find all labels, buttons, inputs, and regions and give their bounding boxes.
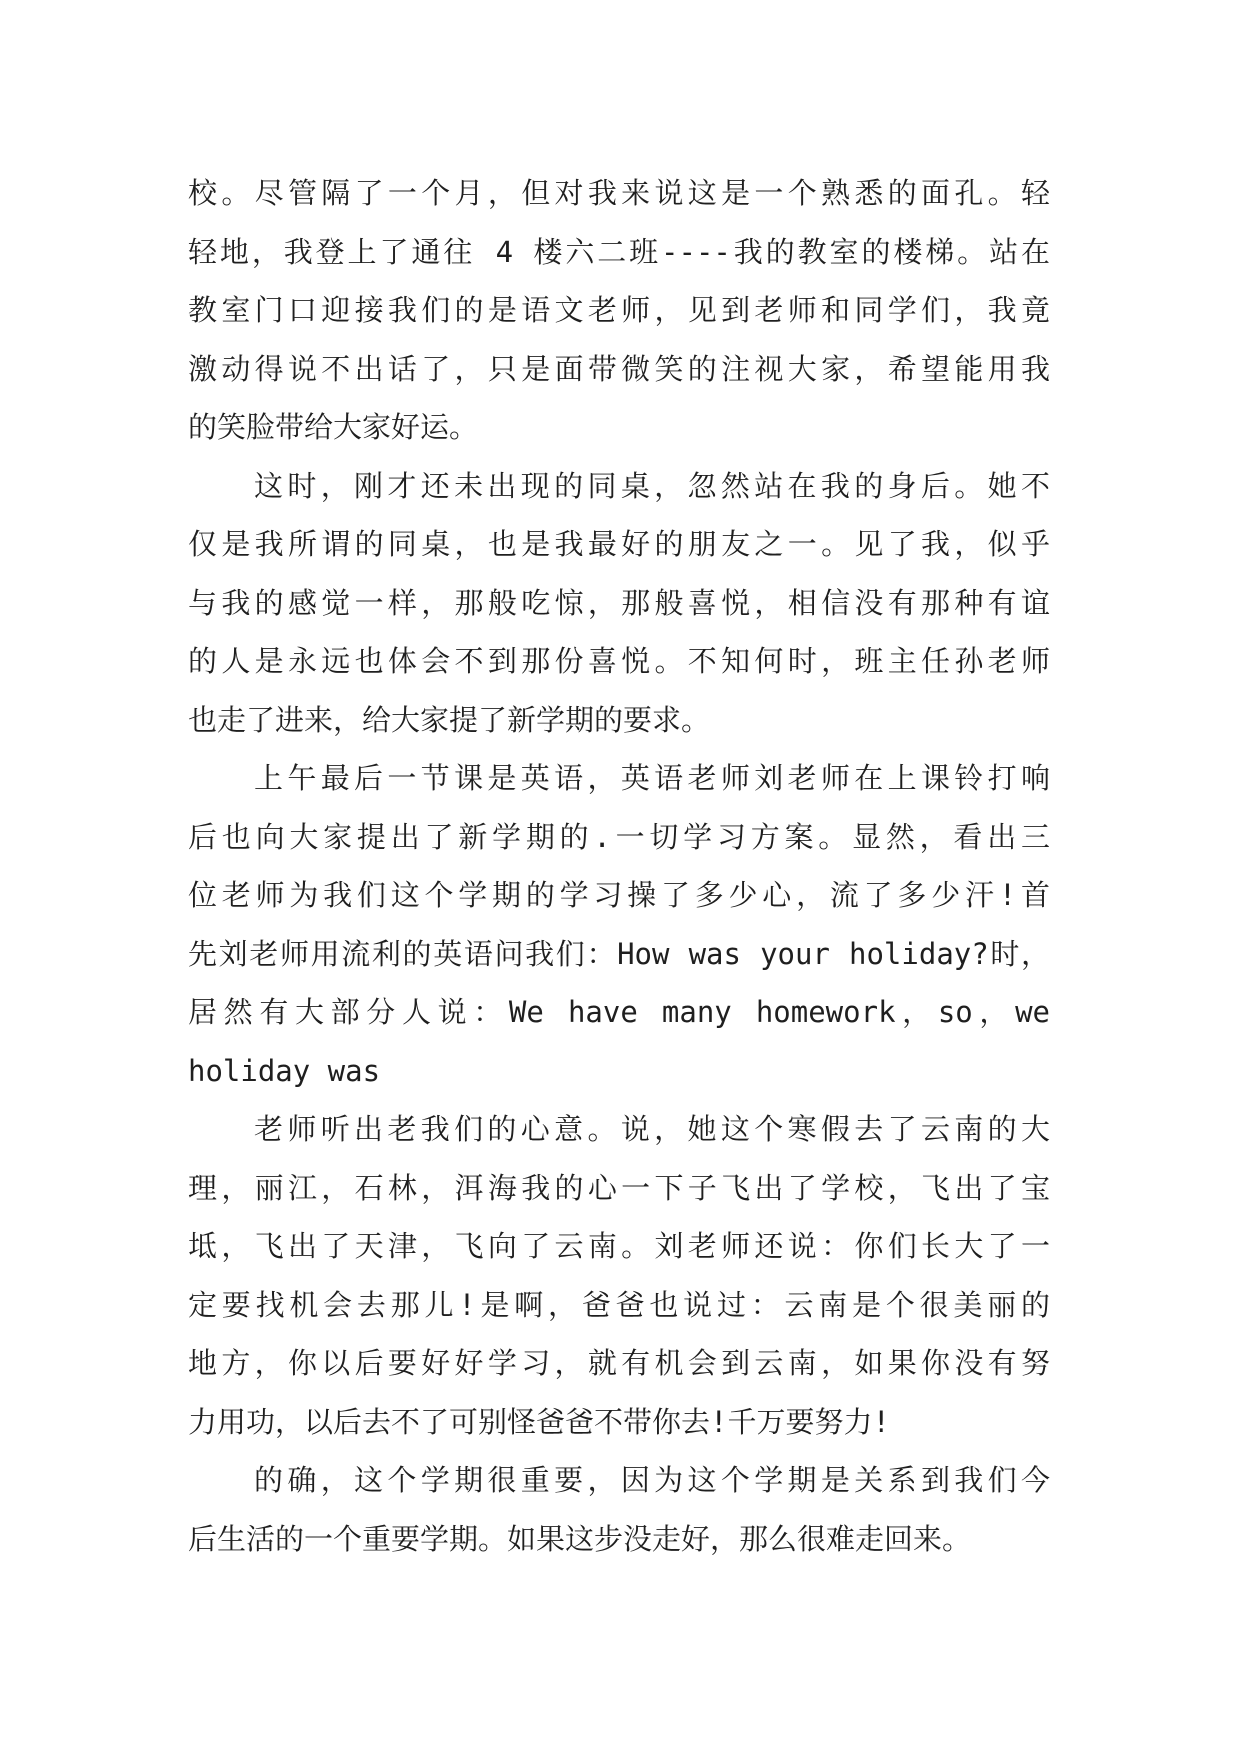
text-line: 也走了进来，给大家提了新学期的要求。 — [188, 702, 711, 737]
text-line: 校。尽管隔了一个月，但对我来说这是一个熟悉的面孔。轻 — [188, 176, 1050, 210]
text-line: 定要找机会去那儿!是啊，爸爸也说过：云南是个很美丽的 — [188, 1287, 1050, 1322]
text-line: 力用功，以后去不了可别怪爸爸不带你去!千万要努力! — [188, 1404, 890, 1439]
text-line: 位老师为我们这个学期的学习操了多少心，流了多少汗!首 — [188, 878, 1050, 912]
text-line: 仅是我所谓的同桌，也是我最好的朋友之一。见了我，似乎 — [188, 527, 1050, 561]
text-line: 先刘老师用流利的英语问我们：How was your holiday?时， — [188, 936, 1050, 971]
text-line: 居然有大部分人说：We have many homework，so，we — [188, 995, 1050, 1029]
text-line: holiday was — [188, 1053, 381, 1088]
text-line: 轻地，我登上了通往 4 楼六二班----我的教室的楼梯。站在 — [188, 234, 1050, 269]
text-line: 的笑脸带给大家好运。 — [188, 410, 479, 444]
text-line: 理，丽江，石林，洱海我的心一下子飞出了学校，飞出了宝 — [188, 1170, 1050, 1205]
text-line: 的人是永远也体会不到那份喜悦。不知何时，班主任孙老师 — [188, 644, 1050, 678]
text-line: 激动得说不出话了，只是面带微笑的注视大家，希望能用我 — [188, 351, 1050, 386]
paragraph-first-line: 上午最后一节课是英语，英语老师刘老师在上课铃打响 — [254, 761, 1050, 795]
text-line: 后也向大家提出了新学期的.一切学习方案。显然，看出三 — [188, 819, 1050, 854]
text-line: 与我的感觉一样，那般吃惊，那般喜悦，相信没有那种有谊 — [188, 585, 1050, 620]
paragraph-first-line: 的确，这个学期很重要，因为这个学期是关系到我们今 — [254, 1463, 1050, 1497]
paragraph-first-line: 这时，刚才还未出现的同桌，忽然站在我的身后。她不 — [254, 468, 1050, 503]
text-line: 后生活的一个重要学期。如果这步没走好，那么很难走回来。 — [188, 1521, 972, 1556]
document-body — [188, 164, 1050, 1568]
paragraph-first-line: 老师听出老我们的心意。说，她这个寒假去了云南的大 — [254, 1112, 1050, 1146]
text-line: 教室门口迎接我们的是语文老师，见到老师和同学们，我竟 — [188, 293, 1050, 327]
text-line: 地方，你以后要好好学习，就有机会到云南，如果你没有努 — [188, 1346, 1050, 1380]
text-line: 坻，飞出了天津，飞向了云南。刘老师还说：你们长大了一 — [188, 1229, 1050, 1263]
